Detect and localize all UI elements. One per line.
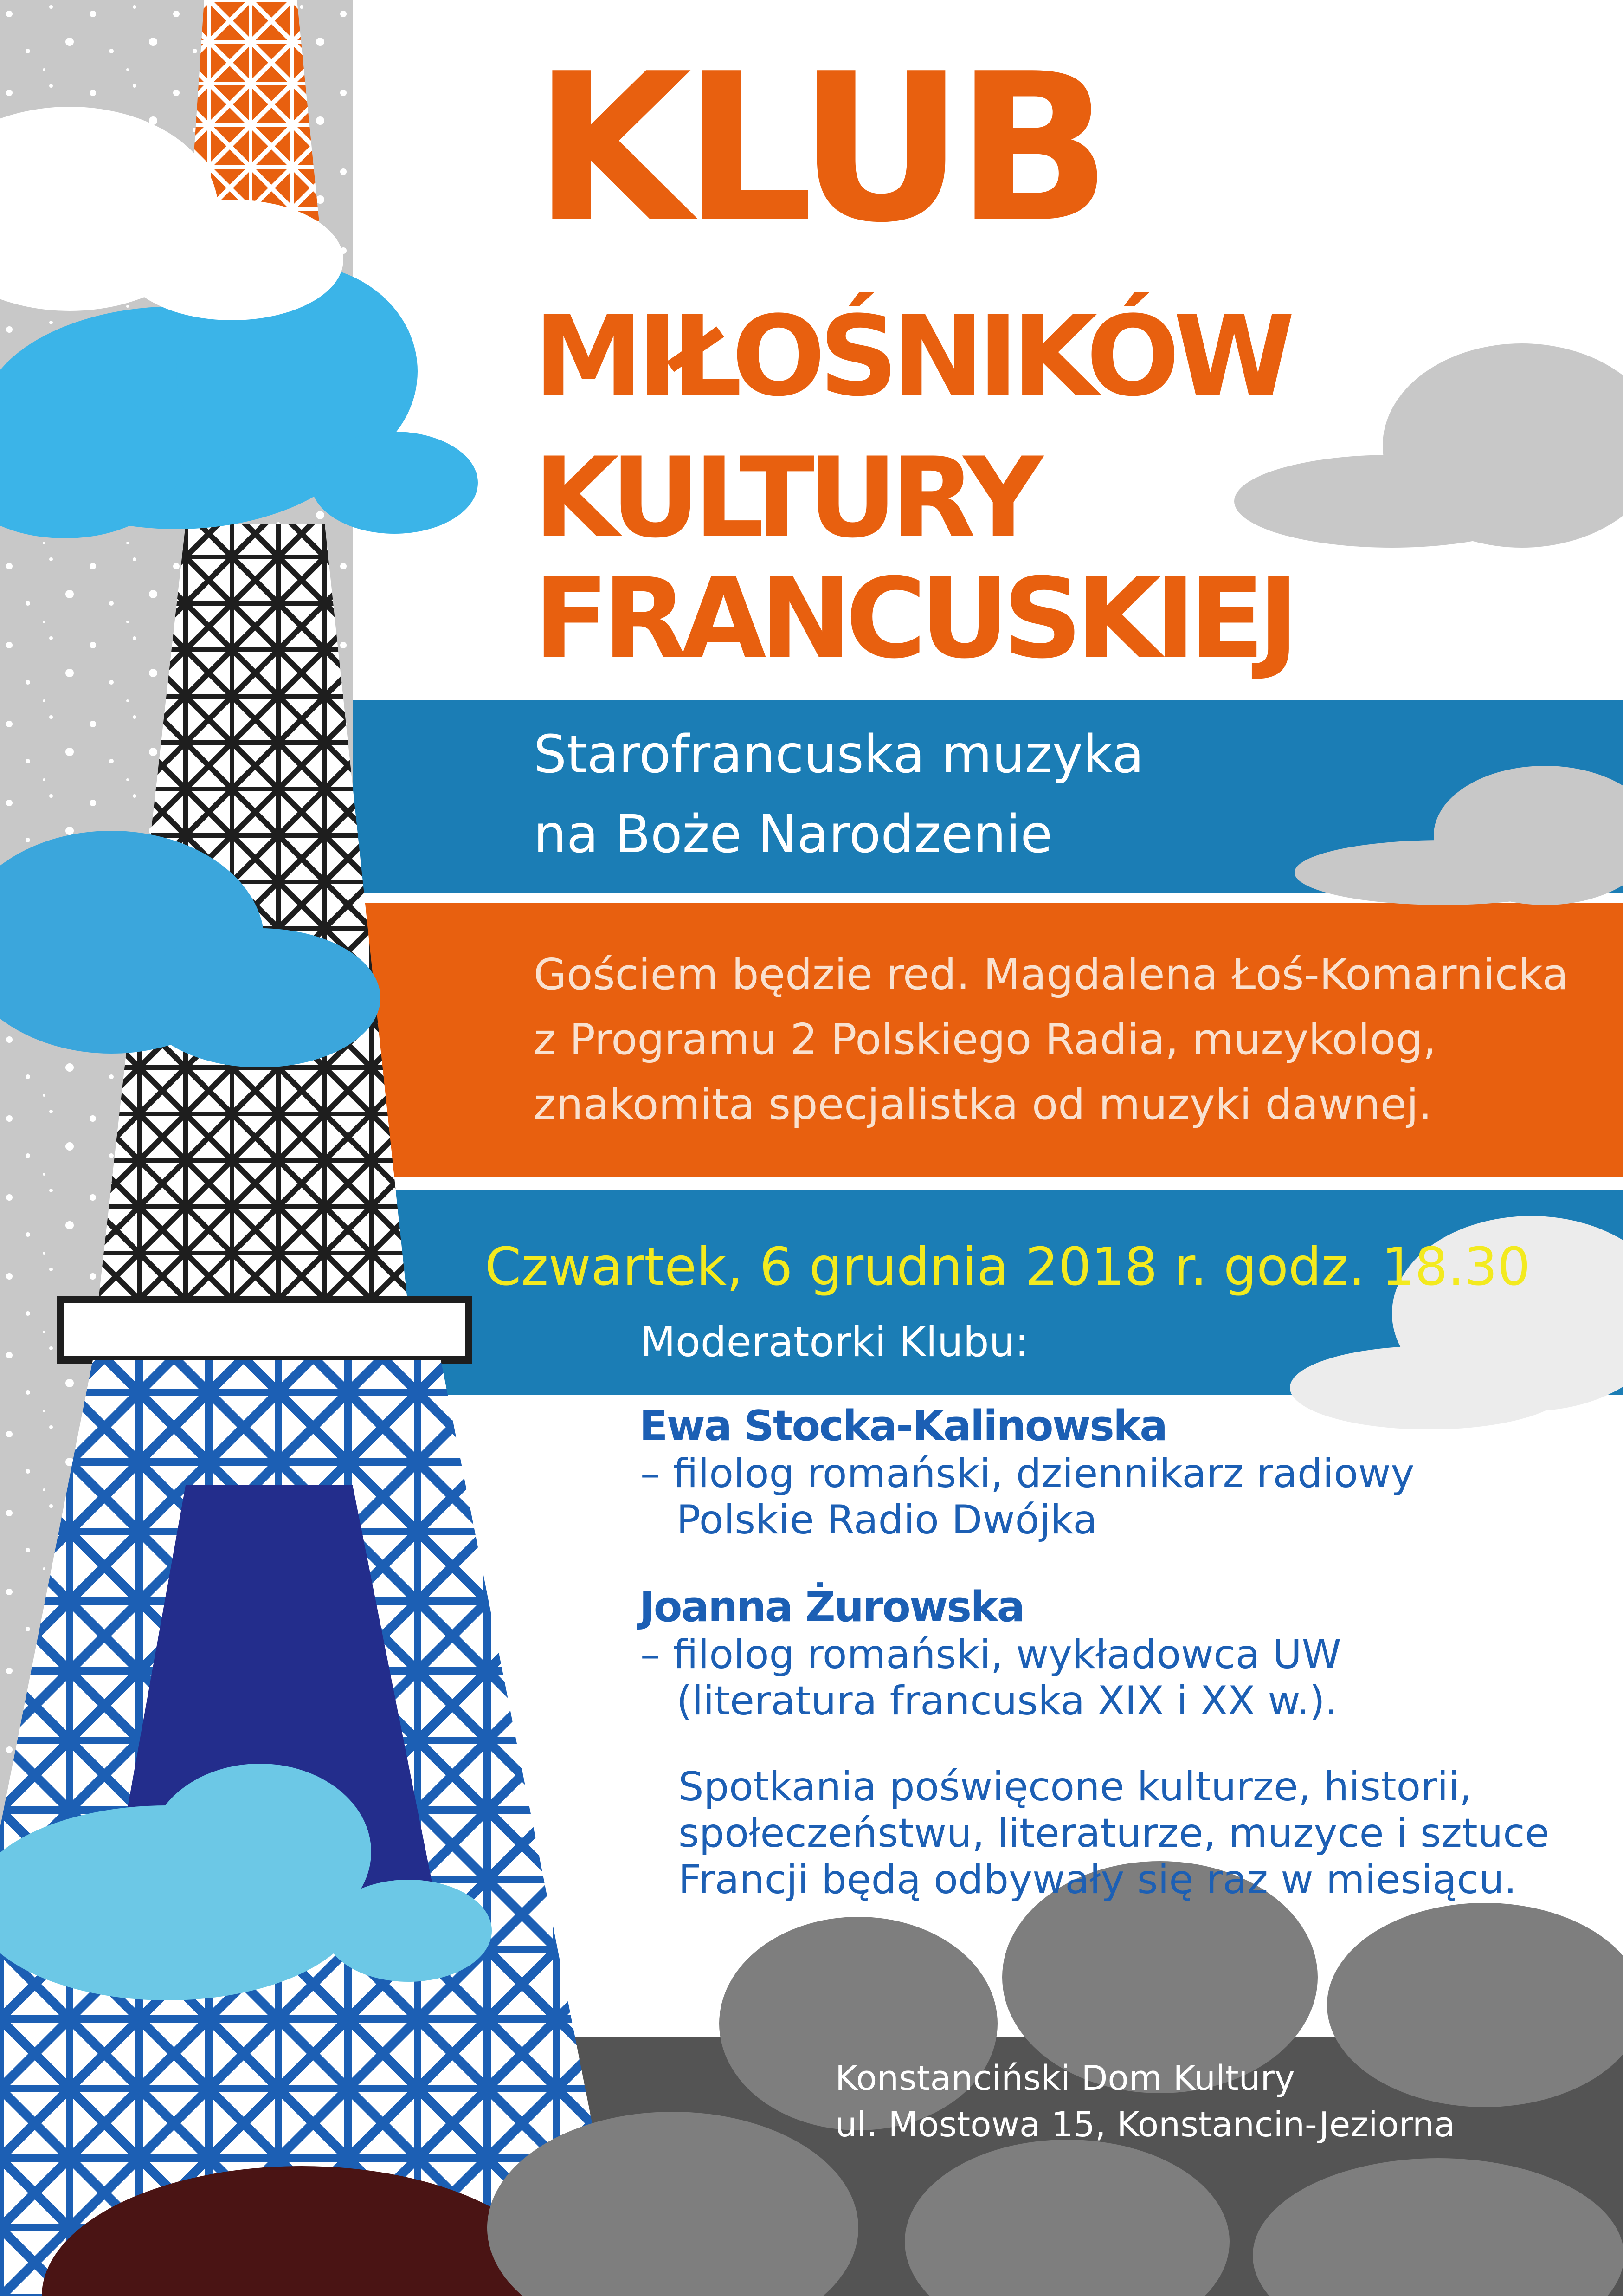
moderators-label: Moderatorki Klubu:: [640, 1318, 1029, 1366]
moderator-description: – filolog romański, wykładowca UW: [640, 1631, 1341, 1678]
event-date: Czwartek, 6 grudnia 2018 r. godz. 18.30: [485, 1237, 1531, 1297]
moderator-description: Polskie Radio Dwójka: [676, 1497, 1098, 1543]
info-line-1: Spotkania poświęcone kulturze, historii,: [678, 1764, 1472, 1810]
grey-cloud-right-top: [1234, 343, 1623, 548]
subtitle-line-1: Starofrancuska muzyka: [534, 724, 1144, 785]
title-line-kultury: KULTURY: [534, 434, 1037, 563]
guest-line-3: znakomita specjalistka od muzyki dawnej.: [534, 1080, 1432, 1129]
moderator-description: (literatura francuska XIX i XX w.).: [676, 1678, 1338, 1724]
title-line-milosnikow: MIŁOŚNIKÓW: [534, 292, 1288, 421]
venue-name: Konstanciński Dom Kultury: [835, 2058, 1295, 2098]
moderator-name: Ewa Stocka-Kalinowska: [639, 1402, 1167, 1450]
moderator-name: Joanna Żurowska: [639, 1583, 1024, 1631]
venue-address: ul. Mostowa 15, Konstancin-Jeziorna: [835, 2105, 1456, 2145]
guest-line-1: Gościem będzie red. Magdalena Łoś-Komarnicka: [534, 950, 1569, 999]
title-line-francuskiej: FRANCUSKIEJ: [534, 555, 1293, 683]
grey-cloud-right-middle: [1295, 766, 1623, 905]
moderator-description: – filolog romański, dziennikarz radiowy: [640, 1450, 1415, 1497]
info-line-2: społeczeństwu, literaturze, muzyce i sztuce: [678, 1810, 1550, 1856]
info-line-3: Francji będą odbywały się raz w miesiącu.: [678, 1856, 1517, 1903]
tower-platform: [60, 1300, 469, 1360]
guest-line-2: z Programu 2 Polskiego Radia, muzykolog,: [534, 1015, 1436, 1064]
subtitle-line-2: na Boże Narodzenie: [534, 804, 1053, 865]
title-line-klub: KLUB: [534, 30, 1103, 267]
